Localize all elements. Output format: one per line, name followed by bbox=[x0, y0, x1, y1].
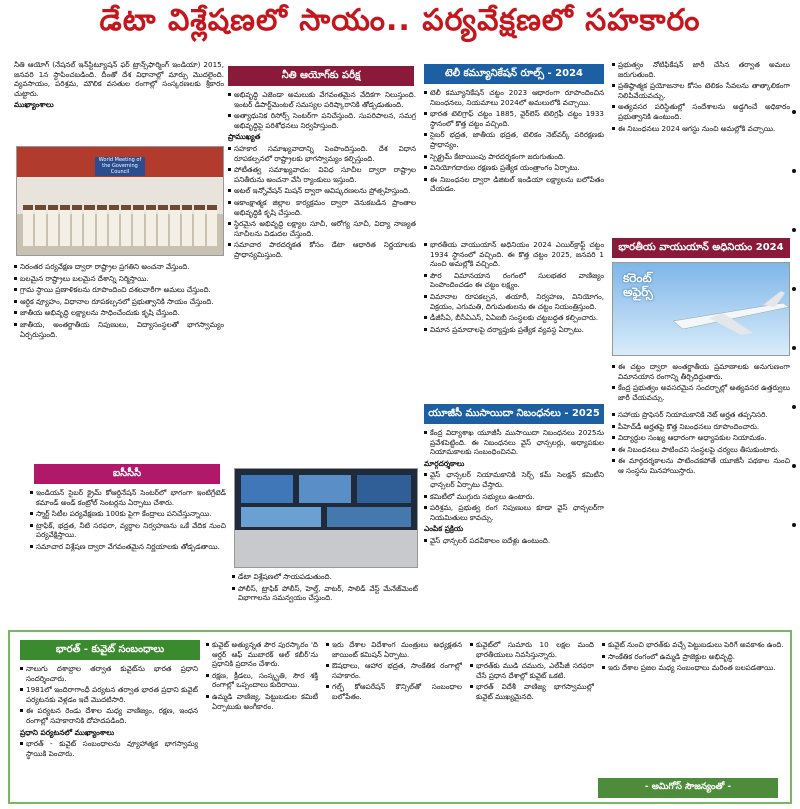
niti-banner bbox=[228, 66, 414, 86]
telecom-title: టెలీ కమ్యూనికేషన్ రూల్స్ - 2024 bbox=[445, 68, 583, 79]
niti-column-1 bbox=[14, 60, 224, 142]
telecom-banner bbox=[424, 64, 604, 84]
ugc-subheading: మార్గదర్శకాలు bbox=[424, 458, 465, 468]
list-item: పీహెచ్‌డీ అర్హతపై కొత్త నిబంధనలు రూపొందించారు. bbox=[612, 422, 790, 432]
headline-text: డేటా విశ్లేషణలో సాయం.. పర్యవేక్షణలో సహకారం bbox=[99, 3, 701, 38]
list-item: ఈ నిబంధనలు పాటించని సంస్థలపై చర్యలు తీసుకుంటారు. bbox=[612, 445, 790, 455]
list-item: విమానాల రూపకల్పన, తయారీ, నిర్వహణ, వినియోగం, విక్రయం, ఎగుమతి, దిగుమతులను ఈ చట్టం నియంత్రిస్తుంది. bbox=[424, 292, 604, 311]
list-item: అటల్ ఇన్నోవేషన్ మిషన్ ద్వారా ఆవిష్కరణలను ప్రోత్సహిస్తుంది. bbox=[228, 186, 416, 196]
list-item: భారతీయ వాయుయాన్ అధినియం 2024 ఎయిర్‌క్రాఫ్ట్ చట్టం 1934 స్థానంలో వచ్చింది. ఈ కొత్త చట్టం 2025, జనవరి 1 నుంచి అమల్లోకి వచ్చింది. bbox=[424, 240, 604, 269]
ugc-title: యూజీసీ ముసాయిదా నిబంధనలు - 2025 bbox=[428, 408, 600, 419]
list-item: కేంద్ర విద్యాశాఖ యూజీసీ ముసాయిదా నిబంధనలు 2025ను ప్రవేశపెట్టింది. ఈ నిబంధనలు వైస్ ఛాన్సలర్లు, అధ్యాపకుల నియామకాలకు సంబంధించినవి. bbox=[424, 428, 604, 457]
kuwait-title: భారత్ - కువైట్ సంబంధాలు bbox=[55, 644, 165, 655]
list-item: పౌర విమానయాన రంగంలో సులభతర వాణిజ్యం పెంపొందించడం ఈ చట్టం లక్ష్యం. bbox=[424, 271, 604, 290]
list-item: ఇరు దేశాల ప్రజల మధ్య సంబంధాలు మరింత బలపడతాయి. bbox=[602, 663, 786, 673]
list-item: సహకార సమాఖ్యవాదాన్ని పెంపొందిస్తుంది. దేశ విధాన రూపకల్పనలో రాష్ట్రాలకు భాగస్వామ్యం కల్పిస్తుంది. bbox=[228, 144, 416, 163]
icccc-title: ఐసీసీసీ bbox=[112, 468, 142, 479]
ugc-banner bbox=[424, 404, 604, 424]
niti-column-2 bbox=[228, 90, 416, 456]
telecom-text bbox=[424, 88, 604, 228]
kuwait-column-3 bbox=[326, 640, 462, 800]
niti-subheading: ముఖ్యాంశాలు bbox=[14, 100, 54, 110]
list-item: కమిటీలో ముగ్గురు సభ్యులు ఉంటారు. bbox=[424, 492, 604, 502]
niti-title: నీతి ఆయోగ్‌కు పరీక్ష bbox=[281, 70, 361, 81]
list-item: స్థిరమైన అభివృద్ధి లక్ష్యాల సూచీ, ఆరోగ్య సూచీ, విద్యా నాణ్యత సూచీలను విడుదల చేస్తుంది. bbox=[228, 219, 416, 238]
list-item: విమాన ప్రమాదాలపై దర్యాప్తుకు ప్రత్యేక వ్యవస్థ ఏర్పాటు. bbox=[424, 325, 604, 335]
airplane-photo bbox=[612, 262, 790, 356]
list-item: వైస్ ఛాన్సలర్ నియామకానికి సెర్చ్ కమ్ సెలక్షన్ కమిటీని ఛాన్సలర్ ఏర్పాటు చేస్తారు. bbox=[424, 470, 604, 489]
list-item: భారత్‌కు ముడి చమురు, ఎల్‌పీజీ సరఫరా చేసే ప్రధాన దేశాల్లో కువైట్ ఒకటి. bbox=[470, 661, 594, 680]
aviation-banner bbox=[612, 238, 790, 258]
list-item: పరిశ్రమ, ప్రభుత్వ రంగ నిపుణులు కూడా వైస్ ఛాన్సలర్‌గా నియమితులు కావచ్చు. bbox=[424, 503, 604, 522]
list-item: రక్షణ, క్రీడలు, సంస్కృతి, సౌర శక్తి రంగాల్లో ఒప్పందాలు కుదిరాయి. bbox=[206, 671, 318, 690]
list-item: నాలుగు దశాబ్దాల తర్వాత కువైట్‌ను భారత ప్రధాని సందర్శించారు. bbox=[20, 664, 198, 683]
list-item: వినియోగదారుల రక్షణకు ప్రత్యేక యంత్రాంగం ఏర్పాటు. bbox=[424, 163, 604, 173]
list-item: ఈ చట్టం ద్వారా అంతర్జాతీయ ప్రమాణాలకు అనుగుణంగా విమానయాన రంగాన్ని తీర్చిదిద్దుతారు. bbox=[612, 362, 790, 381]
list-item: విద్యార్థుల సంఖ్య ఆధారంగా అధ్యాపకుల నియామకం. bbox=[612, 433, 790, 443]
list-item: భారత్ విదేశీ వాణిజ్య భాగస్వాముల్లో కువైట్ ముఖ్యమైనది. bbox=[470, 682, 594, 701]
list-item: సమాచార విశ్లేషణ ద్వారా వేగవంతమైన నిర్ణయాలకు తోడ్పడతాయి. bbox=[30, 542, 226, 552]
list-item: ఈ మార్గదర్శకాలను పాటించకపోతే యూజీసీ పథకాల నుంచి ఆ సంస్థను మినహాయిస్తారు. bbox=[612, 456, 790, 475]
current-affairs-tag: కరెంట్ అఫైర్స్ bbox=[623, 271, 653, 299]
list-item: ఈ నిబంధనల ద్వారా డిజిటల్ ఇండియా లక్ష్యాలను బలోపేతం చేయడం. bbox=[424, 175, 604, 194]
niti-intro: నీతి ఆయోగ్ (నేషనల్ ఇన్‌స్టిట్యూషన్ ఫర్ ట్రాన్స్‌ఫార్మింగ్ ఇండియా) 2015, జనవరి 1న స్థాపించబడింది. దీంతో దేశ విధానాల్లో మార్పు మొదలైంది. వ్యవసాయం, పరిశ్రమ, మౌలిక వసతుల రంగాల్లో సంస్కరణలకు శ్రీకారం చుట్టారు. bbox=[14, 60, 224, 98]
list-item: ఈ నిబంధనలు 2024 ఆగస్టు నుంచి అమల్లోకి వచ్చాయి. bbox=[612, 124, 790, 134]
list-item: ఆర్థిక వ్యూహం, విధానాల రూపకల్పనలో ప్రభుత్వానికి సాయం చేస్తుంది. bbox=[14, 297, 224, 307]
list-item: డీజీసీఏ, బీసీఏఎస్, ఏఏఐబీ సంస్థలకు చట్టబద్ధత కల్పించారు. bbox=[424, 313, 604, 323]
list-item: అత్యవసర పరిస్థితుల్లో సందేశాలను అడ్డగించే అధికారం ప్రభుత్వానికి ఉంటుంది. bbox=[612, 102, 790, 121]
list-item: ఈ పర్యటన రెండు దేశాల మధ్య వాణిజ్యం, రక్షణ, ఇంధన రంగాల్లో సహకారానికి దోహదపడింది. bbox=[20, 706, 198, 725]
kuwait-column-1 bbox=[20, 664, 198, 800]
list-item: సహాయ ప్రొఫెసర్ నియామకానికి నెట్ అర్హత తప్పనిసరి. bbox=[612, 410, 790, 420]
list-item: జాతీయ అభివృద్ధి లక్ష్యాలను సాధించేందుకు కృషి చేస్తుంది. bbox=[14, 308, 224, 318]
kuwait-column-4 bbox=[470, 640, 594, 800]
list-item: సైబర్ భద్రత, జాతీయ భద్రత, టెలికం నెట్‌వర్క్ పరిరక్షణకు ప్రాధాన్యం. bbox=[424, 130, 604, 149]
list-item: స్పెక్ట్రమ్ కేటాయింపు పారదర్శకంగా జరుగుతుంది. bbox=[424, 152, 604, 162]
list-item: ఆకాంక్షాత్మక జిల్లాల కార్యక్రమం ద్వారా వెనుకబడిన ప్రాంతాల అభివృద్ధికి కృషి చేస్తుంది. bbox=[228, 198, 416, 217]
photo-people bbox=[23, 205, 217, 246]
list-item: ఉమ్మడి వాణిజ్య, పెట్టుబడుల కమిటీ ఏర్పాటుకు అంగీకారం. bbox=[206, 692, 318, 711]
kuwait-column-5 bbox=[602, 640, 786, 772]
kuwait-subheading: ప్రధాని పర్యటనలో ముఖ్యాంశాలు bbox=[20, 727, 115, 737]
aviation-title: భారతీయ వాయుయాన్ అధినియం 2024 bbox=[618, 242, 784, 253]
icccc-text-2 bbox=[232, 572, 418, 620]
list-item: ప్రతిష్ఠాత్మక ప్రయోజనాల కోసం టెలికం సేవలను తాత్కాలికంగా నిలిపివేయవచ్చు. bbox=[612, 81, 790, 100]
page-headline bbox=[0, 0, 800, 48]
list-item: టెలీ కమ్యూనికేషన్ చట్టం 2023 ఆధారంగా రూపొందించిన నిబంధనలు, నియమాలు 2024లో అమలులోకి వచ్చాయి. bbox=[424, 88, 604, 107]
list-item: ప్రభుత్వం నోటిఫికేషన్ జారీ చేసిన తర్వాత అమలు జరుగుతుంది. bbox=[612, 60, 790, 79]
niti-column-1b bbox=[14, 262, 224, 456]
list-item: అత్యాధునిక రిసోర్స్ సెంటర్‌గా పనిచేస్తుంది. సుపరిపాలన, సమగ్ర అభివృద్ధిపై పరిశోధనలు నిర్వహిస్తుంది. bbox=[228, 111, 416, 130]
list-item: సమాచార పారదర్శకత కోసం డేటా ఆధారిత నిర్ణయాలకు ప్రాధాన్యమిస్తుంది. bbox=[228, 240, 416, 259]
niti-meeting-photo bbox=[16, 146, 224, 256]
airplane-icon bbox=[613, 263, 790, 356]
telecom-text-2 bbox=[612, 60, 790, 232]
photo-caption: World Meeting of the Governing Council bbox=[95, 157, 144, 176]
list-item: డేటా విశ్లేషణలో సాయపడుతుంది. bbox=[232, 572, 418, 582]
list-item: స్మార్ట్ సిటీల పర్యవేక్షణకు 100కు పైగా కేంద్రాలు పనిచేస్తున్నాయి. bbox=[30, 509, 226, 519]
list-item: వైస్ ఛాన్సలర్ పదవీకాలం ఐదేళ్లు ఉంటుంది. bbox=[424, 536, 604, 546]
list-item: ఇండియన్ సైబర్ క్రైమ్ కోఆర్డినేషన్ సెంటర్‌లో భాగంగా ఇంటిగ్రేటెడ్ కమాండ్ అండ్ కంట్రోల్ సెంటర్లను ఏర్పాటు చేశారు. bbox=[30, 488, 226, 507]
list-item: కువైట్‌లో సుమారు 10 లక్షల మంది భారతీయులు నివసిస్తున్నారు. bbox=[470, 640, 594, 659]
list-item: పోటీతత్వ సమాఖ్యవాదం: వివిధ సూచీల ద్వారా రాష్ట్రాల పనితీరును అంచనా వేసి ర్యాంకులు ఇస్తుంది. bbox=[228, 165, 416, 184]
credit-text: - అమిగోస్ సౌజన్యంతో - bbox=[644, 782, 732, 792]
icccc-banner bbox=[34, 464, 220, 484]
list-item: కువైట్ నుంచి భారత్‌కు వచ్చే పెట్టుబడులు పెరిగే అవకాశం ఉంది. bbox=[602, 640, 786, 650]
list-item: 1981లో ఇందిరాగాంధీ పర్యటన తర్వాత భారత ప్రధాని కువైట్ పర్యటనకు వెళ్లడం ఇదే మొదటిసారి. bbox=[20, 685, 198, 704]
list-item: అభివృద్ధి ఎజెండా అమలుకు వేగవంతమైన వేదికగా నిలుస్తుంది. ఇంటర్ డిపార్ట్‌మెంటల్ సమస్యల పరిష్కారానికి తోడ్పడుతుంది. bbox=[228, 90, 416, 109]
niti-subheading-2: ప్రాముఖ్యత bbox=[228, 132, 261, 142]
list-item: ట్రాఫిక్, భద్రత, నీటి సరఫరా, వ్యర్థాల నిర్వహణను ఒకే వేదిక నుంచి పర్యవేక్షిస్తాయి. bbox=[30, 521, 226, 540]
list-item: జాతీయ, అంతర్జాతీయ నిపుణులు, విద్యాసంస్థలతో భాగస్వామ్యం ఏర్పరుస్తుంది. bbox=[14, 320, 224, 339]
list-item: గల్ఫ్ కోఆపరేషన్ కౌన్సిల్‌తో సంబంధాల బలోపేతం. bbox=[326, 682, 462, 701]
command-center-photo bbox=[234, 468, 418, 568]
list-item: భారత్ - కువైట్ సంబంధాలను వ్యూహాత్మక భాగస్వామ్య స్థాయికి పెంచారు. bbox=[20, 739, 198, 758]
list-item: ఔషధాలు, ఆహార భద్రత, సాంకేతిక రంగాల్లో సహకారం. bbox=[326, 661, 462, 680]
list-item: గ్రామ స్థాయి ప్రణాళికలను రూపొందించి దశలవారీగా అమలు చేస్తుంది. bbox=[14, 285, 224, 295]
list-item: కేంద్ర ప్రభుత్వం అవసరమైన సందర్భాల్లో అత్యవసర ఉత్తర్వులు జారీ చేయవచ్చు. bbox=[612, 383, 790, 402]
list-item: ఇరు దేశాల విదేశాంగ మంత్రులు అధ్యక్షతన జాయింట్ కమిషన్ ఏర్పాటు. bbox=[326, 640, 462, 659]
icccc-text bbox=[30, 488, 226, 620]
list-item: కువైట్ అత్యున్నత పౌర పురస్కారం 'ది ఆర్డర్ ఆఫ్ ముబారక్ అల్ కబీర్'ను ప్రధానికి ప్రదానం చేశారు. bbox=[206, 640, 318, 669]
list-item: పోలీస్, ట్రాఫిక్ పోలీస్, హెల్త్, వాటర్, సాలిడ్ వేస్ట్ మేనేజ్‌మెంట్ విభాగాలను సమన్వయం చేస్తుంది. bbox=[232, 584, 418, 603]
kuwait-banner bbox=[20, 640, 200, 660]
margin-bullets bbox=[792, 110, 798, 582]
ugc-text-2 bbox=[612, 410, 790, 624]
ugc-subheading-2: ఎంపిక ప్రక్రియ bbox=[424, 524, 464, 534]
list-item: భారత టెలిగ్రాఫ్ చట్టం 1885, వైర్‌లెస్ టెలిగ్రఫీ చట్టం 1933 స్థానంలో కొత్త చట్టం వచ్చింది. bbox=[424, 109, 604, 128]
list-item: సాంకేతిక రంగంలో ఉమ్మడి ప్రాజెక్టుల అభివృద్ధి. bbox=[602, 652, 786, 662]
aviation-text-left bbox=[424, 240, 604, 396]
list-item: నిరంతర పర్యవేక్షణ ద్వారా రాష్ట్రాల ప్రగతిని అంచనా వేస్తుంది. bbox=[14, 262, 224, 272]
aviation-text-right bbox=[612, 362, 790, 402]
ugc-text bbox=[424, 428, 604, 624]
list-item: బలమైన రాష్ట్రాలు బలమైన దేశాన్ని నిర్మిస్తాయి. bbox=[14, 274, 224, 284]
kuwait-column-2 bbox=[206, 640, 318, 800]
credit-badge bbox=[598, 778, 778, 798]
